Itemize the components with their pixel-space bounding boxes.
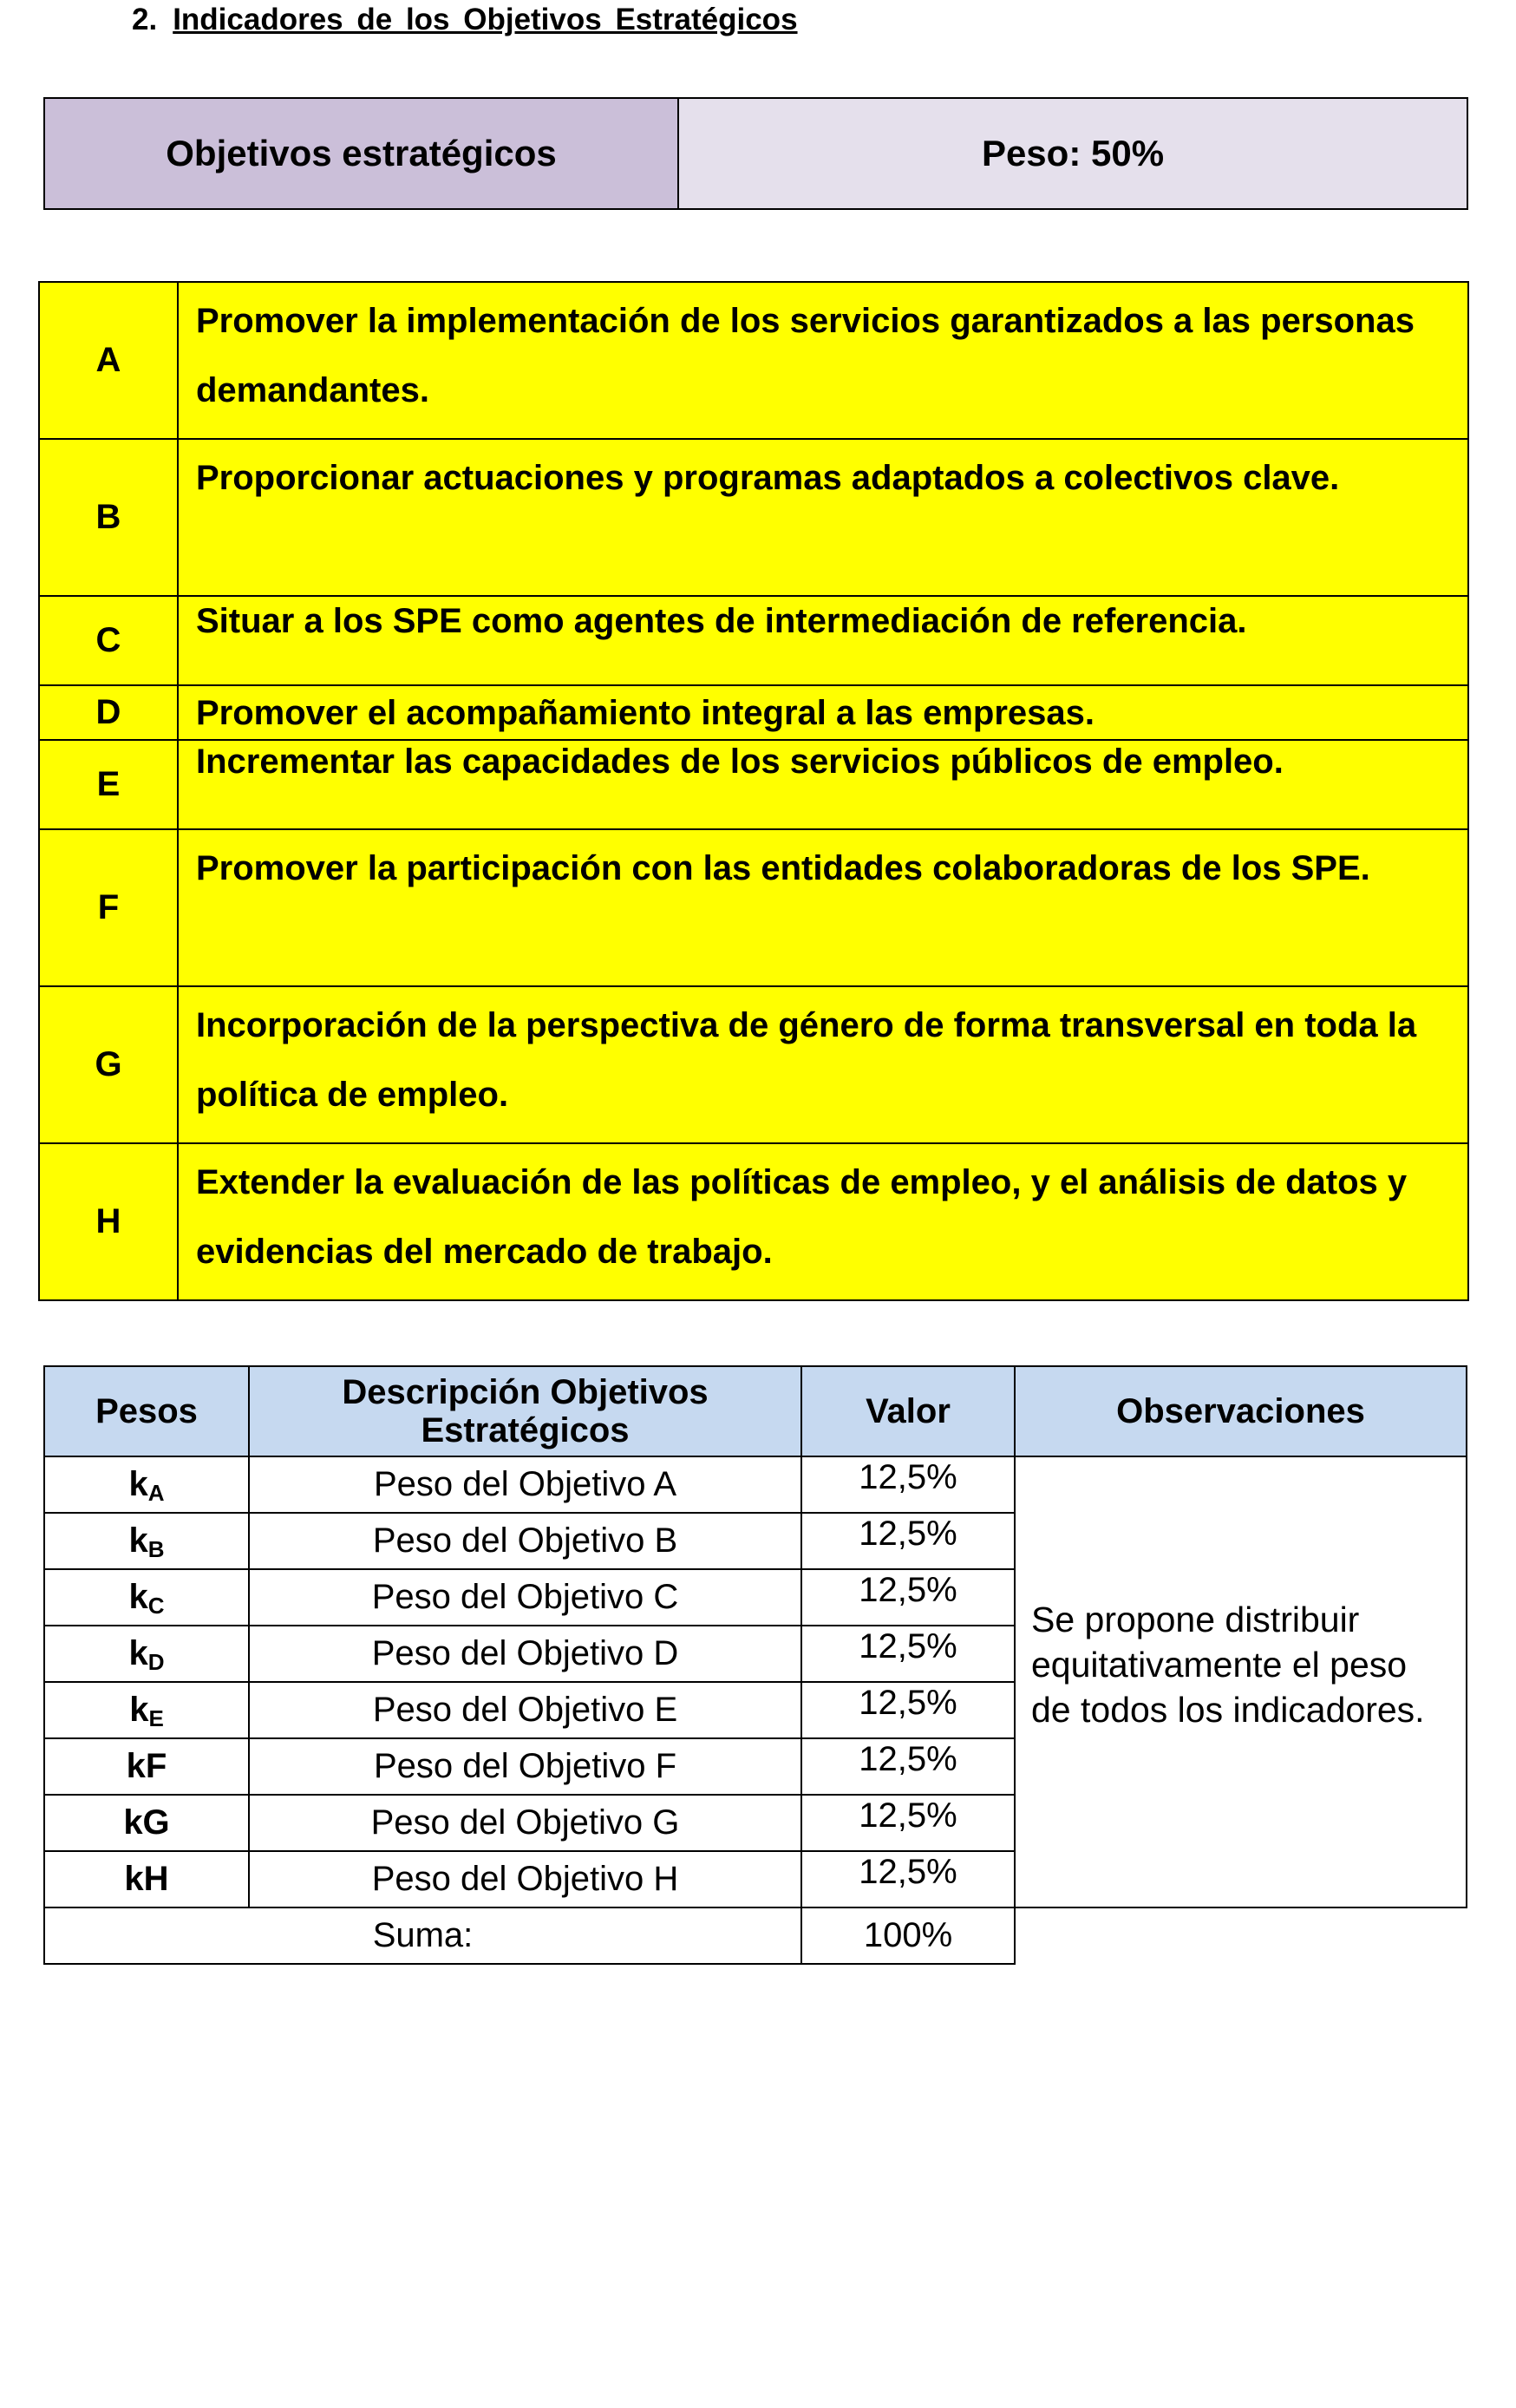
objective-letter: B [39, 439, 178, 596]
header-weights: Pesos [44, 1366, 249, 1456]
header-weight-cell: Peso: 50% [679, 99, 1467, 208]
sum-row [44, 1907, 1467, 1964]
header-description: Descripción Objetivos Estratégicos [249, 1366, 801, 1456]
weight-value: 12,5% [801, 1626, 1015, 1682]
weight-value: 12,5% [801, 1738, 1015, 1795]
objective-letter: C [39, 596, 178, 685]
weights-header-row [44, 1366, 1467, 1456]
weight-symbol: kG [44, 1795, 249, 1851]
objective-letter: G [39, 986, 178, 1143]
objective-row [39, 740, 1468, 829]
weight-symbol: kF [44, 1738, 249, 1795]
objective-row [39, 282, 1468, 439]
objective-text: Promover la implementación de los servicios garantizados a las personas demandantes. [178, 282, 1468, 439]
objective-text: Promover la participación con las entidades colaboradoras de los SPE. [178, 829, 1468, 986]
objective-row [39, 439, 1468, 596]
weight-description: Peso del Objetivo G [249, 1795, 801, 1851]
objective-letter: F [39, 829, 178, 986]
weight-symbol: $k_B$ [44, 1513, 249, 1569]
weight-value: 12,5% [801, 1682, 1015, 1738]
weight-description: Peso del Objetivo H [249, 1851, 801, 1907]
section-title: Indicadores de los Objetivos Estratégicos [173, 3, 798, 36]
objectives-table [38, 281, 1469, 1301]
objective-row [39, 986, 1468, 1143]
objective-row [39, 829, 1468, 986]
weight-value: 12,5% [801, 1456, 1015, 1513]
objective-row [39, 1143, 1468, 1300]
objective-text: Situar a los SPE como agentes de intermediación de referencia. [178, 596, 1468, 685]
objective-text: Proporcionar actuaciones y programas adaptados a colectivos clave. [178, 439, 1468, 596]
weight-description: Peso del Objetivo A [249, 1456, 801, 1513]
weight-value: 12,5% [801, 1569, 1015, 1626]
table-row [44, 1456, 1467, 1513]
sum-value: 100% [801, 1907, 1015, 1964]
weight-symbol: $k_E$ [44, 1682, 249, 1738]
header-observations: Observaciones [1015, 1366, 1467, 1456]
weights-table [43, 1365, 1467, 1965]
section-heading [132, 0, 798, 40]
header-title-cell: Objetivos estratégicos [45, 99, 679, 208]
objective-row [39, 596, 1468, 685]
objective-letter: D [39, 685, 178, 740]
weight-symbol: kH [44, 1851, 249, 1907]
weight-symbol: $k_A$ [44, 1456, 249, 1513]
objective-text: Extender la evaluación de las políticas de empleo, y el análisis de datos y evidencias del mercado de trabajo. [178, 1143, 1468, 1300]
weight-value: 12,5% [801, 1795, 1015, 1851]
section-number: 2. [132, 3, 158, 36]
header-value: Valor [801, 1366, 1015, 1456]
weight-value: 12,5% [801, 1513, 1015, 1569]
objective-letter: H [39, 1143, 178, 1300]
strategic-objectives-header [43, 97, 1468, 210]
weight-value: 12,5% [801, 1851, 1015, 1907]
objective-letter: E [39, 740, 178, 829]
sum-label: Suma: [44, 1907, 801, 1964]
objective-row [39, 685, 1468, 740]
weight-description: Peso del Objetivo F [249, 1738, 801, 1795]
objective-text: Promover el acompañamiento integral a las empresas. [178, 685, 1468, 740]
weight-description: Peso del Objetivo C [249, 1569, 801, 1626]
observation-cell: Se propone distribuir equitativamente el peso de todos los indicadores. [1015, 1456, 1467, 1907]
weight-description: Peso del Objetivo E [249, 1682, 801, 1738]
objective-letter: A [39, 282, 178, 439]
weight-symbol: $k_C$ [44, 1569, 249, 1626]
objective-text: Incorporación de la perspectiva de género de forma transversal en toda la política de empleo. [178, 986, 1468, 1143]
weight-description: Peso del Objetivo B [249, 1513, 801, 1569]
weight-description: Peso del Objetivo D [249, 1626, 801, 1682]
weight-symbol: $k_D$ [44, 1626, 249, 1682]
objective-text: Incrementar las capacidades de los servicios públicos de empleo. [178, 740, 1468, 829]
